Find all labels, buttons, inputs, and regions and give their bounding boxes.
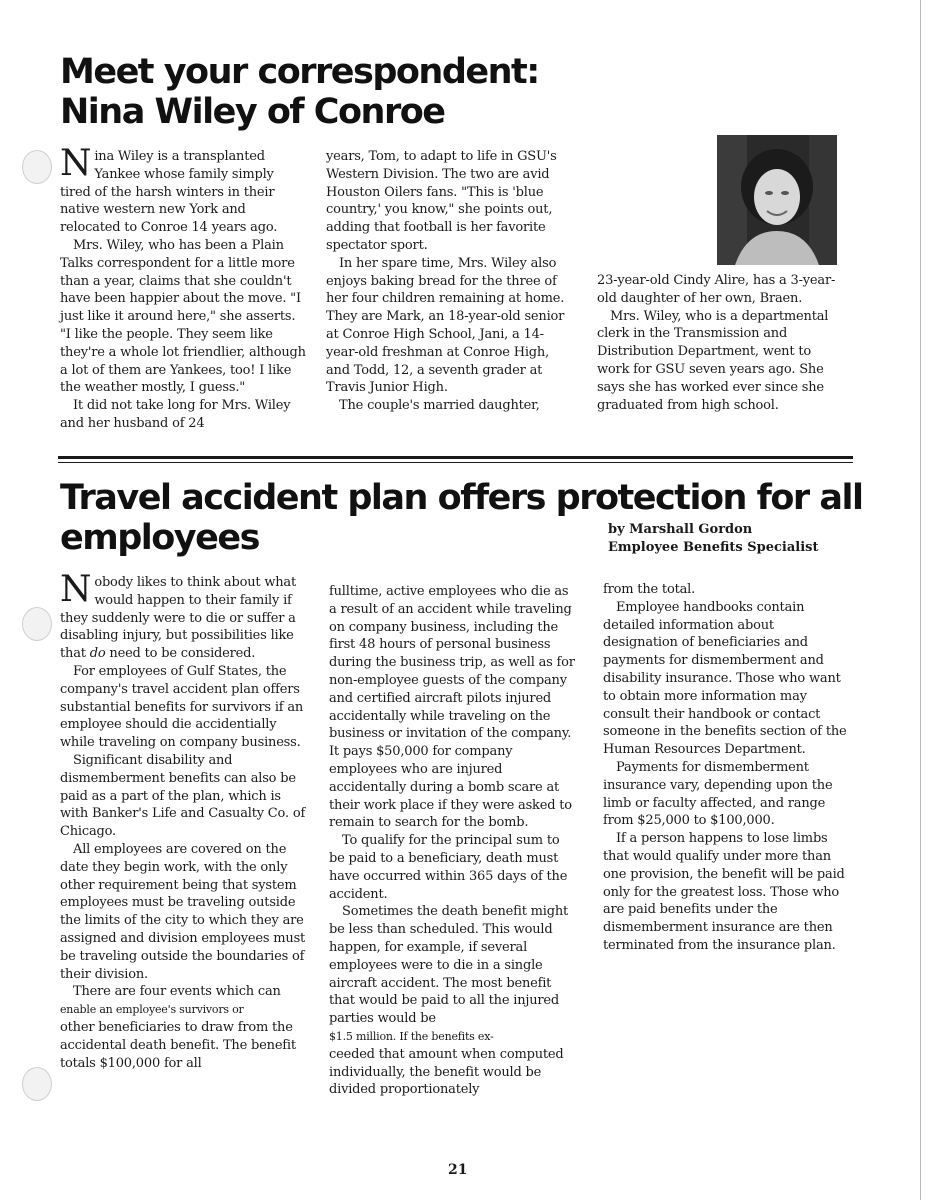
section-divider [58, 456, 853, 459]
article1-title-line1: Meet your correspondent: [60, 52, 539, 92]
article1-column-3 [597, 272, 847, 414]
paragraph: To qualify for the principal sum to be paid to a beneficiary, death must have occurred within 365 days of the accident. [329, 833, 568, 902]
paragraph: For employees of Gulf States, the company's travel accident plan offers substantial benefits for survivors if an employee should die accidentially while traveling on company business. [60, 663, 304, 751]
byline-role: Employee Benefits Specialist [608, 540, 819, 555]
correspondent-photo [717, 135, 837, 265]
paragraph-line: $1.5 million. If the benefits ex- [329, 1029, 494, 1043]
page-number: 21 [448, 1162, 468, 1178]
paragraph-text: ina Wiley is a transplanted Yankee whose family simply tired of the harsh winters in their native western new York and relocated to Conroe 14 years ago. [60, 149, 278, 236]
article2-column-3 [603, 581, 851, 955]
drop-cap: N [60, 569, 92, 610]
binder-hole-icon [22, 1067, 52, 1101]
paragraph: Mrs. Wiley, who has been a Plain Talks correspondent for a little more than a year, claims that she couldn't have been happier about the move. "I just like it around here," she asserts. "I like the people. They seem like they're a whole lot friendlier, although a lot of them are Yankees, too! I like the weather mostly, I guess." [60, 237, 306, 396]
paragraph: If a person happens to lose limbs that would qualify under more than one provision, the benefit will be paid only for the greatest loss. Those who are paid benefits under the dismemberment insurance are then terminated from the insurance plan. [603, 831, 845, 953]
portrait-icon [717, 135, 837, 265]
binder-hole-icon [22, 150, 52, 184]
article2-title-line1: Travel accident plan offers protection for all [60, 478, 863, 518]
page-edge [920, 0, 921, 1200]
paragraph-line: ceeded that amount when computed individually, the benefit would be divided proportionately [329, 1046, 564, 1098]
paragraph: All employees are covered on the date they begin work, with the only other requirement being that system employees must be traveling outside the limits of the city to which they are assigned and division employees must be traveling outside the boundaries of their division. [60, 841, 306, 982]
paragraph: In her spare time, Mrs. Wiley also enjoys baking bread for the three of her four children remaining at home. They are Mark, an 18-year-old senior at Conroe High School, Jani, a 14-year-old freshman at Conroe High, and Todd, 12, a seventh grader at Travis Junior High. [326, 255, 565, 396]
paragraph: Sometimes the death benefit might be less than scheduled. This would happen, for example, if several employees were to die in a single aircraft accident. The most benefit that would be paid to all the injured parties would be [329, 904, 569, 1027]
article1-title [60, 52, 539, 132]
paragraph: from the total. [603, 582, 696, 597]
paragraph-text: obody likes to think about what would happen to their family if they suddenly were to die or suffer a disabling injury, but possibilities like that [60, 575, 296, 662]
paragraph-text: need to be considered. [105, 646, 256, 662]
paragraph: Employee handbooks contain detailed information about designation of beneficiaries and payments for dismemberment and disability insurance. Those who want to obtain more information may consult their handbook or contact someone in the benefits section of the Human Resources Department. [603, 599, 847, 758]
paragraph [60, 569, 310, 663]
article1-column-1 [60, 143, 308, 433]
paragraph-line: other beneficiaries to draw from the accidental death benefit. The benefit totals $100,000 for all [60, 1019, 296, 1071]
article1-title-line2: Nina Wiley of Conroe [60, 92, 445, 132]
paragraph: Significant disability and dismemberment benefits can also be paid as a part of the plan, which is with Banker's Life and Casualty Co. of Chicago. [60, 752, 306, 840]
byline [608, 521, 819, 557]
drop-cap: N [60, 143, 92, 184]
paragraph: Payments for dismemberment insurance vary, depending upon the limb or faculty affected, and range from $25,000 to $100,000. [603, 759, 833, 829]
paragraph: 23-year-old Cindy Alire, has a 3-year-old daughter of her own, Braen. [597, 273, 836, 306]
paragraph: Mrs. Wiley, who is a departmental clerk in the Transmission and Distribution Department, went to work for GSU seven years ago. She says she has worked ever since she graduated from high school. [597, 308, 829, 413]
paragraph: fulltime, active employees who die as a result of an accident while traveling on company business, including the first 48 hours of personal business during the business trip, as well as for non-employee guests of the company and certified aircraft pilots injured accidentally while traveling on the business or invitation of the company. It pays $50,000 for company employees who are injured accidentally during a bomb scare at their work place if they were asked to remain to search for the bomb. [329, 584, 575, 831]
article1-column-2 [326, 148, 574, 415]
paragraph: The couple's married daughter, [339, 398, 540, 414]
paragraph [60, 143, 308, 237]
article2-title-line2: employees [60, 518, 259, 558]
paragraph: It did not take long for Mrs. Wiley and her husband of 24 [60, 398, 291, 431]
paragraph-line: enable an employee's survivors or [60, 1003, 244, 1017]
article2-column-2 [329, 583, 579, 1099]
italic-word: do [89, 646, 106, 662]
paragraph: years, Tom, to adapt to life in GSU's Western Division. The two are avid Houston Oilers fans. "This is 'blue country,' you know," she points out, adding that football is her favorite spectator sport. [326, 149, 557, 253]
paragraph: There are four events which can [73, 984, 281, 1000]
binder-hole-icon [22, 607, 52, 641]
article2-column-1 [60, 569, 310, 1072]
byline-name: by Marshall Gordon [608, 522, 753, 537]
section-divider-thin [58, 462, 853, 463]
